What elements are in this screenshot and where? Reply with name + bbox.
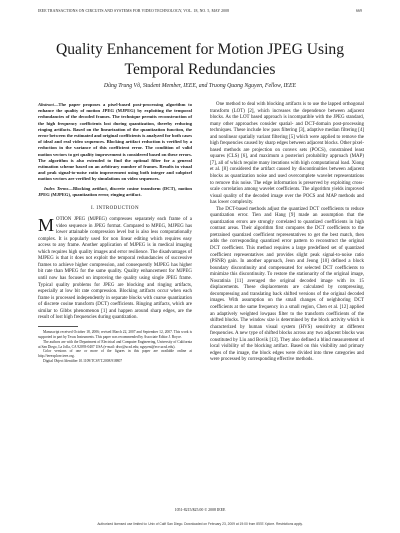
index-terms — [38, 186, 192, 198]
intro-text: OTION JPEG (MJPEG) compresses separately each frame of a video sequence in JPEG format. Compared to MPEG, MJPEG has lower attainable compression level but is also less computationally complex. It is popularly used for non linear editing which requires easy access to any frame. Another application of MJPEG is in medical imaging which requires high quality images and error resilience. The disadvantages of MJPEG is that it does not exploit the temporal redundancies of successive frames to achieve higher compression, and consequently MJPEG has higher bit rate than MPEG for the same quality. Quality enhancement for MJPEG until now has focused on improving the quality using single JPEG frame. Typical quality problems for JPEG are blocking and ringing artifacts, especially at low bit rate compression. Blocking artifacts occur when each frame is processed independently in separate blocks with coarse quantization of discrete cosine transform (DCT) coefficients. Ringing artifacts, which are similar to Gibbs phenomenon [1] and happen around sharp edges, are the result of lost high frequencies during quantization. — [38, 217, 192, 321]
left-column — [38, 102, 192, 364]
download-footer: Authorized licensed use limited to: Univ of Calif San Diego. Downloaded on February 23, 2009 at 19:00 from IEEE Xplore. Restrictions apply. — [97, 522, 303, 526]
footnote-manuscript: Manuscript received October 18, 2006; revised March 22, 2007 and September 12, 2007. This work is supported in part by Texas Instruments. This paper was recommended by Associate Editor J. Boyce. — [38, 329, 192, 339]
right-paragraph-1: One method to deal with blocking artifacts is to use the lapped orthogonal transform (LOT) [2], which increases the dependence between adjacent blocks. As the LOT based approach is incompatible with the JPEG standard, many other approaches consider spatial- and DCT-domain post-processing techniques. These include low pass filtering [3], adaptive median filtering [4] and nonlinear spatially variant filtering [5] which were applied to remove the high frequencies caused by sharp edges between adjacent blocks. Other pixel-based methods are projection on convex sets (POCS), constrained least squares (CLS) [6], and maximum a posteriori probability approach (MAP) [7], all of which require many iterations with high computational load. Xiong et al. [8] considered the artifact caused by discontinuities between adjacent blocks as quantization noise and used overcomplete wavelet representations to remove this noise. The edge information is preserved by exploiting cross-scale correlation among wavelet coefficients. The algorithm yields improved visual quality of the decoded image over the POCS and MAP methods and has lower complexity. — [210, 102, 364, 206]
author-line: Dũng Trung Võ, Student Member, IEEE, and Truong Quang Nguyen, Fellow, IEEE — [103, 83, 297, 89]
abstract-label: Abstract— — [38, 102, 59, 107]
intro-paragraph — [38, 217, 192, 322]
footnote-divider — [38, 326, 78, 327]
index-terms-label: Index Terms— — [44, 185, 73, 191]
section-heading: I. INTRODUCTION — [91, 206, 139, 212]
footnote-doi: Digital Object Identifier 10.1109/TCSVT.2008.918807 — [43, 359, 123, 364]
footnote-affiliation: The authors are with the Department of Electrical and Computer Engineering, University of California at San Diego, La Jolla, CA 92093-0407 USA (e-mail: dtvo@ucsd.edu; nguyent@ece.ucsd.edu). — [38, 339, 192, 349]
journal-name: IEEE TRANSACTIONS ON CIRCUITS AND SYSTEMS FOR VIDEO TECHNOLOGY, VOL. 18, NO. 5, MAY 2008 — [38, 9, 230, 13]
right-paragraph-2: The DCT-based methods adjust the quantized DCT coefficients to reduce quantization error. Tien and Hang [9] made an assumption that the quantization errors are strongly correlated to quantized coefficients in high contrast areas. Their algorithm first compares the DCT coefficients to the pretrained quantized coefficient representatives to get the best match, then adds the corresponding quantized error pattern to reconstruct the original DCT coefficient. This method requires a large predefined set of quantized coefficient representatives and provides slight peak signal-to-noise ratio (PSNR) gain. In another approach, Jeon and Jeong [10] defined a block boundary discontinuity and compensated for selected DCT coefficients to minimize this discontinuity. To restore the stationarity of the original image, Nosratinia [11] averaged the original decoded image with its 15 displacements. These displacements are calculated by compressing, decompressing and translating back shifted versions of the original decoded images. With assumption on the small changes of neighboring DCT coefficients at the same frequency in a small region, Chen et al. [12] applied an adaptively weighted lowpass filter to the transform coefficients of the shifted blocks. The window size is determined by the block activity which is characterized by human visual system (HVS) sensitivity at different frequencies. A new type of shifted blocks across any two adjacent blocks was constituted by Liu and Bovik [13]. They also defined a blind measurement of local visibility of the blocking artifact. Based on this visibility and primary edges of the image, the block edges were divided into three categories and were processed by corresponding effective methods. — [210, 206, 364, 363]
issn-line: 1051-8215/$25.00 © 2008 IEEE — [174, 508, 226, 512]
abstract-text: The paper proposes a pixel-based post-processing algorithm to enhance the quality of motion JPEG (MJPEG) by exploiting the temporal redundancies of the decoded frames. The technique permits reconstruction of the high frequency coefficients lost during quantization, thereby reducing ringing artifacts. Based on the linearization of the quantization function, the error between the estimated and original coefficients is analyzed for both cases of ideal and real video sequences. Blocking artifact reduction is verified by a reduction in the variance of this coefficient error. The condition of valid motion vectors to get quality improvement is considered based on these errors. The algorithm is also extended to find the optimal filter for a general estimation scheme based on an arbitrary number of frames. Results in visual and peak signal-to-noise ratio improvement using both integer and subpixel motion vectors are verified by simulations on video sequences. — [38, 102, 192, 182]
paper-title: Quality Enhancement for Motion JPEG Using Temporal Redundancies — [55, 41, 344, 78]
index-terms-text: Blocking artifact, discrete cosine transform (DCT), motion JPEG (MJPEG), quantization error, ringing artifact. — [38, 185, 192, 197]
drop-cap: M — [38, 215, 55, 236]
footnote-color: Color versions of one or more of the figures in this paper are available online at http://ieeexplore.ieee.org. — [38, 349, 192, 359]
running-header — [38, 9, 362, 13]
page-number: 669 — [356, 9, 362, 13]
right-column — [210, 102, 364, 364]
abstract — [38, 102, 192, 183]
